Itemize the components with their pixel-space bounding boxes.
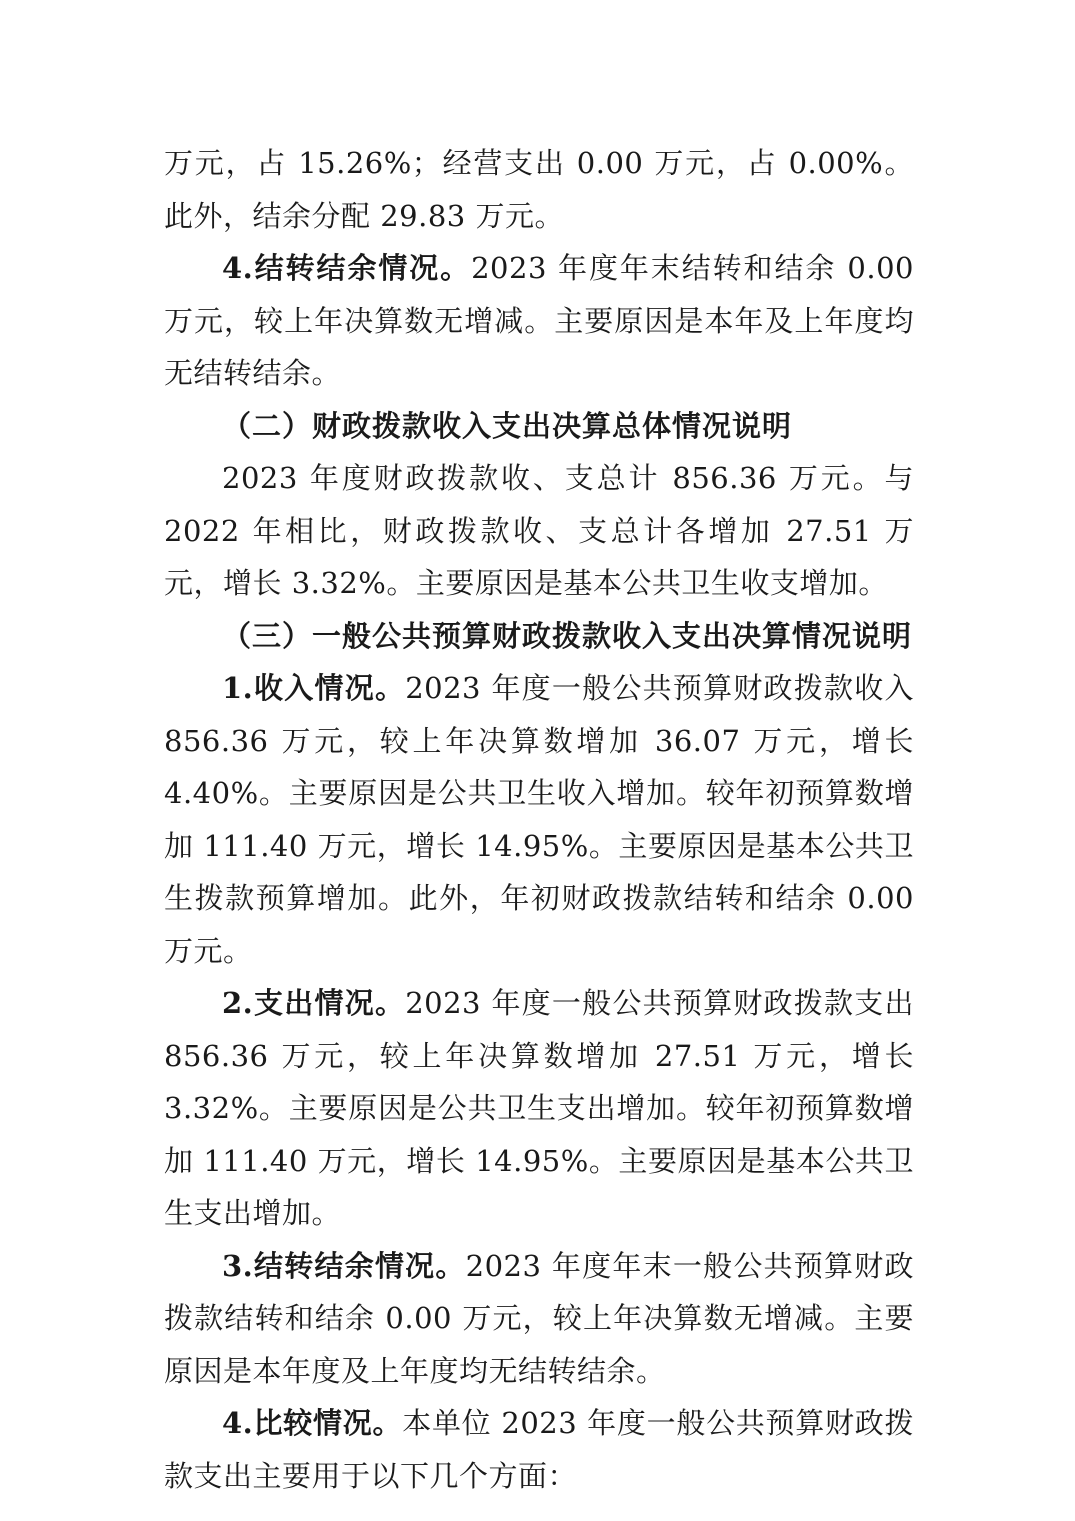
paragraph-lead: 4.比较情况。	[222, 1406, 403, 1440]
paragraph-body: 本单位 2023 年度一般公共预算财政拨款支出主要用于以下几个方面：	[164, 1406, 914, 1493]
paragraph-comparison	[164, 1397, 914, 1502]
paragraph-body: 2023 年度一般公共预算财政拨款收入 856.36 万元，较上年决算数增加 36.07 万元，增长 4.40%。主要原因是公共卫生收入增加。较年初预算数增加 111.40 万元，增长 14.95%。主要原因是基本公共卫生拨款预算增加。此外，年初财政拨款结转和结余 0.00 万元。	[164, 671, 914, 968]
paragraph-general-carryover	[164, 1240, 914, 1398]
paragraph-body: 2023 年度年末一般公共预算财政拨款结转和结余 0.00 万元，较上年决算数无增减。主要原因是本年度及上年度均无结转结余。	[164, 1248, 914, 1388]
paragraph-lead: 1.收入情况。	[222, 671, 406, 705]
paragraph-lead: 2.支出情况。	[222, 986, 406, 1020]
section-heading-3: （三）一般公共预算财政拨款收入支出决算情况说明	[222, 618, 913, 653]
paragraph-income	[164, 662, 914, 977]
paragraph-carryover	[164, 242, 914, 400]
paragraph-body: 2023 年度年末结转和结余 0.00 万元，较上年决算数无增减。主要原因是本年及上年度均无结转结余。	[164, 251, 914, 390]
paragraph-body: 2023 年度一般公共预算财政拨款支出 856.36 万元，较上年决算数增加 27.51 万元，增长 3.32%。主要原因是公共卫生支出增加。较年初预算数增加 111.40 万元，增长 14.95%。主要原因是基本公共卫生支出增加。	[164, 986, 914, 1230]
paragraph-expenditure	[164, 977, 914, 1240]
section-heading-2: （二）财政拨款收入支出决算总体情况说明	[222, 408, 793, 443]
paragraph-lead: 3.结转结余情况。	[222, 1248, 466, 1283]
document-body	[164, 137, 914, 1502]
paragraph-expense-continuation: 万元，占 15.26%；经营支出 0.00 万元，占 0.00%。此外，结余分配 29.83 万元。	[164, 146, 914, 233]
paragraph-lead: 4.结转结余情况。	[222, 251, 472, 285]
paragraph-fiscal-overview: 2023 年度财政拨款收、支总计 856.36 万元。与 2022 年相比，财政拨款收、支总计各增加 27.51 万元，增长 3.32%。主要原因是基本公共卫生收支增加。	[164, 461, 914, 600]
